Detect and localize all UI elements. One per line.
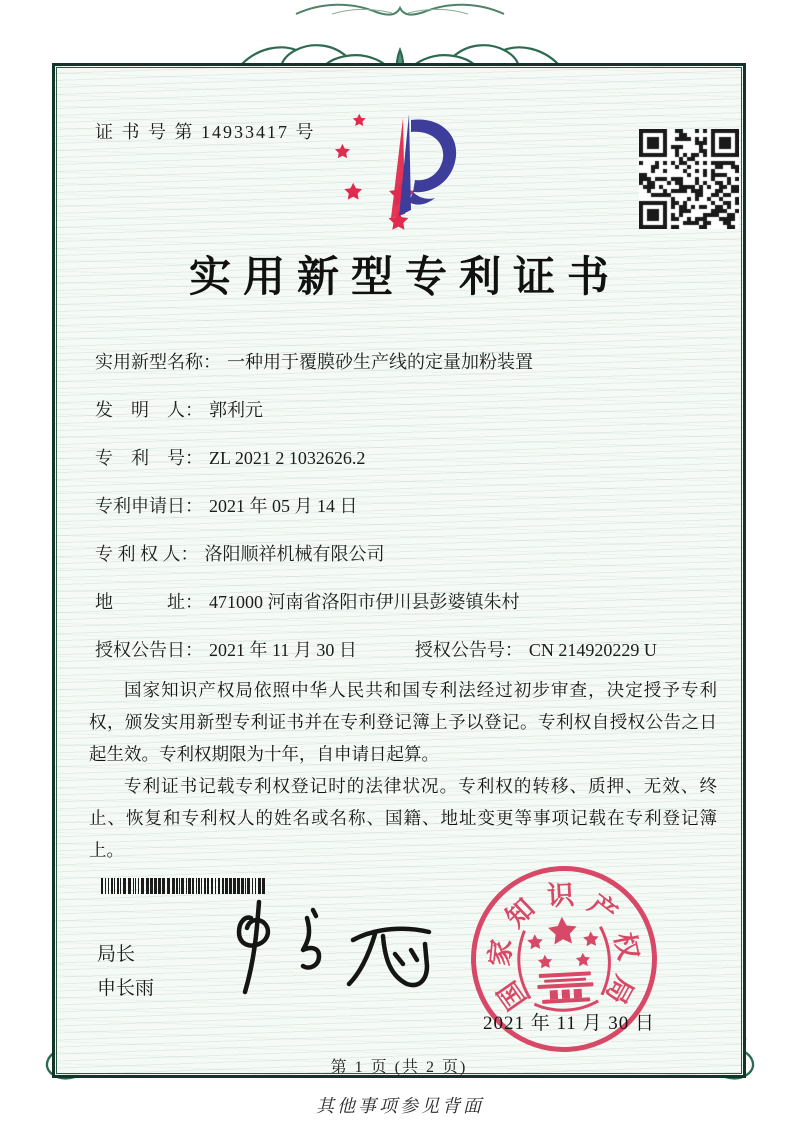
field-filing-date: [95, 496, 725, 516]
national-emblem-icon: [509, 896, 619, 1017]
cnipa-logo-icon: [331, 106, 471, 230]
field-label: 发 明 人：: [95, 400, 203, 420]
field-value: 一种用于覆膜砂生产线的定量加粉装置: [227, 352, 533, 372]
commissioner-name: 申长雨: [97, 978, 155, 999]
grant-date-value: 2021 年 11 月 30 日: [209, 640, 357, 660]
certificate-title: 实用新型专利证书: [188, 255, 621, 301]
field-grant-row: [95, 640, 725, 660]
field-value: 471000 河南省洛阳市伊川县彭婆镇朱村: [209, 592, 520, 612]
field-address: [95, 592, 725, 612]
top-crest-ornament: [292, 0, 508, 18]
grant-date-label: 授权公告日：: [95, 640, 203, 660]
field-list: [95, 352, 725, 660]
field-label: 专利申请日：: [95, 496, 203, 516]
seal-ring-text: 国 家 知 识 产 权 局: [484, 879, 644, 1016]
field-patent-number: [95, 448, 725, 468]
field-label: 地 址：: [95, 592, 203, 612]
field-value: ZL 2021 2 1032626.2: [209, 448, 366, 468]
legal-paragraph-2: 专利证书记载专利权登记时的法律状况。专利权的转移、质押、无效、终止、恢复和专利权人的姓名或名称、国籍、地址变更等事项记载在专利登记簿上。: [89, 776, 717, 860]
legal-paragraph-1: 国家知识产权局依照中华人民共和国专利法经过初步审查，决定授予专利权，颁发实用新型专利证书并在专利登记簿上予以登记。专利权自授权公告之日起生效。专利权期限为十年，自申请日起算。: [89, 680, 717, 764]
seal-date: 2021 年 11 月 30 日: [483, 1013, 656, 1034]
field-name: [95, 352, 725, 372]
field-inventor: [95, 400, 725, 420]
certificate-number: 证 书 号 第 14933417 号: [95, 122, 316, 142]
commissioner-block: [97, 938, 154, 1006]
back-side-note: 其他事项参见背面: [316, 1096, 484, 1116]
qr-code: [639, 129, 739, 229]
commissioner-title: 局长: [97, 944, 136, 965]
field-label: 实用新型名称：: [95, 352, 221, 372]
certificate-panel: [52, 63, 746, 1078]
field-value: 郭利元: [209, 400, 263, 420]
grant-number: [415, 640, 657, 660]
grant-number-label: 授权公告号：: [414, 640, 523, 660]
page-number: 第 1 页 (共 2 页): [330, 1059, 468, 1076]
field-label: 专 利 号：: [95, 448, 203, 468]
signature-icon: [215, 888, 445, 1008]
field-label: 专 利 权 人：: [95, 544, 199, 564]
field-value: 洛阳顺祥机械有限公司: [204, 544, 385, 564]
grant-number-value: CN 214920229 U: [528, 640, 657, 660]
field-value: 2021 年 05 月 14 日: [209, 496, 358, 516]
field-patentee: [95, 544, 725, 564]
legal-text: [89, 674, 717, 866]
